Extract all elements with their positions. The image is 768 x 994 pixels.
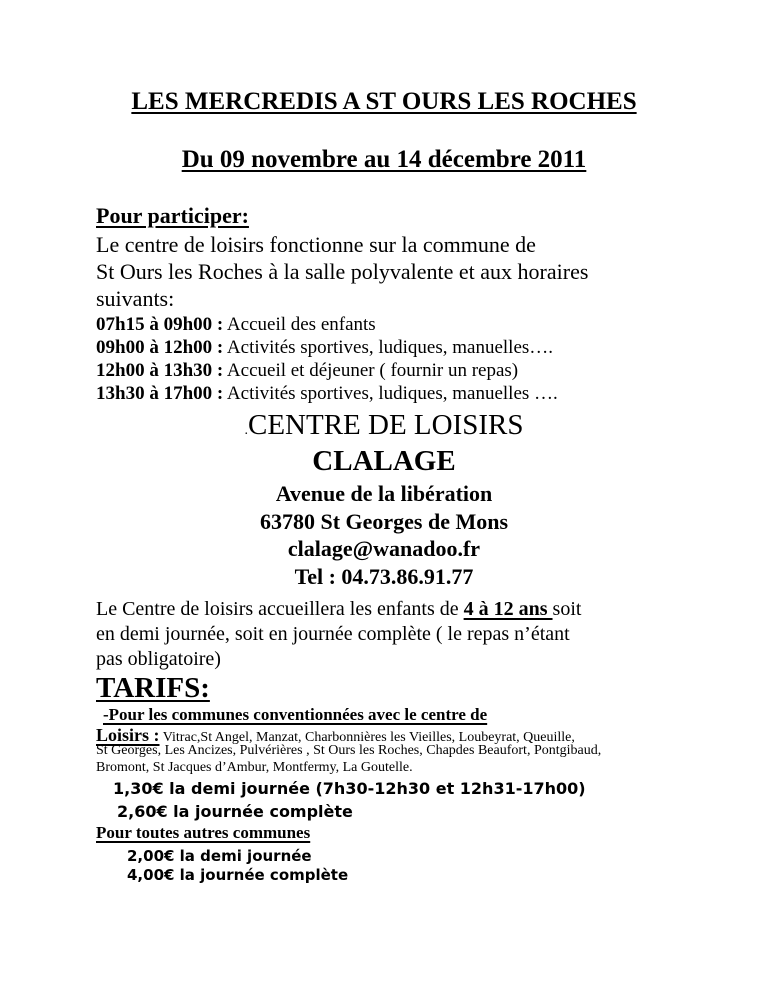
schedule-time: 09h00 à 12h00 : bbox=[96, 337, 224, 358]
center-name-line1 bbox=[0, 409, 768, 442]
schedule-activity: Accueil et déjeuner ( fournir un repas) bbox=[226, 360, 519, 381]
welcome-text: Le Centre de loisirs accueillera les enfants de bbox=[96, 598, 464, 620]
center-address: Avenue de la libération bbox=[275, 481, 493, 506]
loisirs-label: Loisirs : bbox=[96, 725, 160, 745]
center-phone: Tel : 04.73.86.91.77 bbox=[294, 564, 474, 589]
communes-line: St Georges, Les Ancizes, Pulvérières , St Ours les Roches, Chapdes Beaufort, Pontgibaud, bbox=[96, 743, 602, 758]
center-name-line2: CLALAGE bbox=[312, 445, 456, 477]
communes-line: Bromont, St Jacques d’Ambur, Montfermy, La Goutelle. bbox=[96, 760, 413, 775]
age-range: 4 à 12 ans bbox=[463, 598, 553, 620]
center-name: CENTRE DE LOISIRS bbox=[248, 409, 524, 441]
participate-line: Le centre de loisirs fonctionne sur la commune de bbox=[96, 232, 536, 257]
center-city: 63780 St Georges de Mons bbox=[259, 509, 509, 534]
price-line: 4,00€ la journée complète bbox=[127, 866, 349, 884]
center-email: clalage@wanadoo.fr bbox=[287, 536, 481, 561]
price-line: 1,30€ la demi journée (7h30-12h30 et 12h31-17h00) bbox=[113, 779, 586, 798]
schedule-row bbox=[96, 337, 553, 359]
other-communes-heading: Pour toutes autres communes bbox=[96, 823, 311, 842]
welcome-line: en demi journée, soit en journée complète ( le repas n’étant bbox=[96, 623, 570, 645]
welcome-text: soit bbox=[552, 598, 582, 620]
schedule-activity: Accueil des enfants bbox=[226, 314, 376, 335]
price-line: 2,00€ la demi journée bbox=[127, 847, 312, 865]
price-line: 2,60€ la journée complète bbox=[117, 802, 353, 821]
schedule-time: 13h30 à 17h00 : bbox=[96, 383, 224, 404]
schedule-row bbox=[96, 314, 376, 336]
page-title-text: LES MERCREDIS A ST OURS LES ROCHES bbox=[131, 88, 637, 115]
participate-line: St Ours les Roches à la salle polyvalente et aux horaires bbox=[96, 259, 589, 284]
participate-heading: Pour participer: bbox=[96, 203, 249, 228]
schedule-activity: Activités sportives, ludiques, manuelles …. bbox=[226, 383, 558, 404]
schedule-time: 07h15 à 09h00 : bbox=[96, 314, 224, 335]
date-range-text: Du 09 novembre au 14 décembre 2011 bbox=[181, 146, 587, 173]
welcome-line bbox=[96, 598, 581, 621]
schedule-row bbox=[96, 360, 518, 382]
page-title bbox=[0, 88, 768, 116]
conventioned-heading: -Pour les communes conventionnées avec le centre de bbox=[103, 705, 488, 724]
schedule-activity: Activités sportives, ludiques, manuelles…. bbox=[226, 337, 554, 358]
tarifs-heading: TARIFS: bbox=[96, 672, 210, 704]
participate-line: suivants: bbox=[96, 286, 175, 311]
communes-text: Vitrac,St Angel, Manzat, Charbonnières les Vieilles, Loubeyrat, Queuille, bbox=[159, 730, 575, 745]
schedule-time: 12h00 à 13h30 : bbox=[96, 360, 224, 381]
welcome-line: pas obligatoire) bbox=[96, 648, 221, 670]
center-dot: . bbox=[244, 423, 248, 438]
schedule-row bbox=[96, 383, 558, 405]
date-range bbox=[0, 146, 768, 174]
